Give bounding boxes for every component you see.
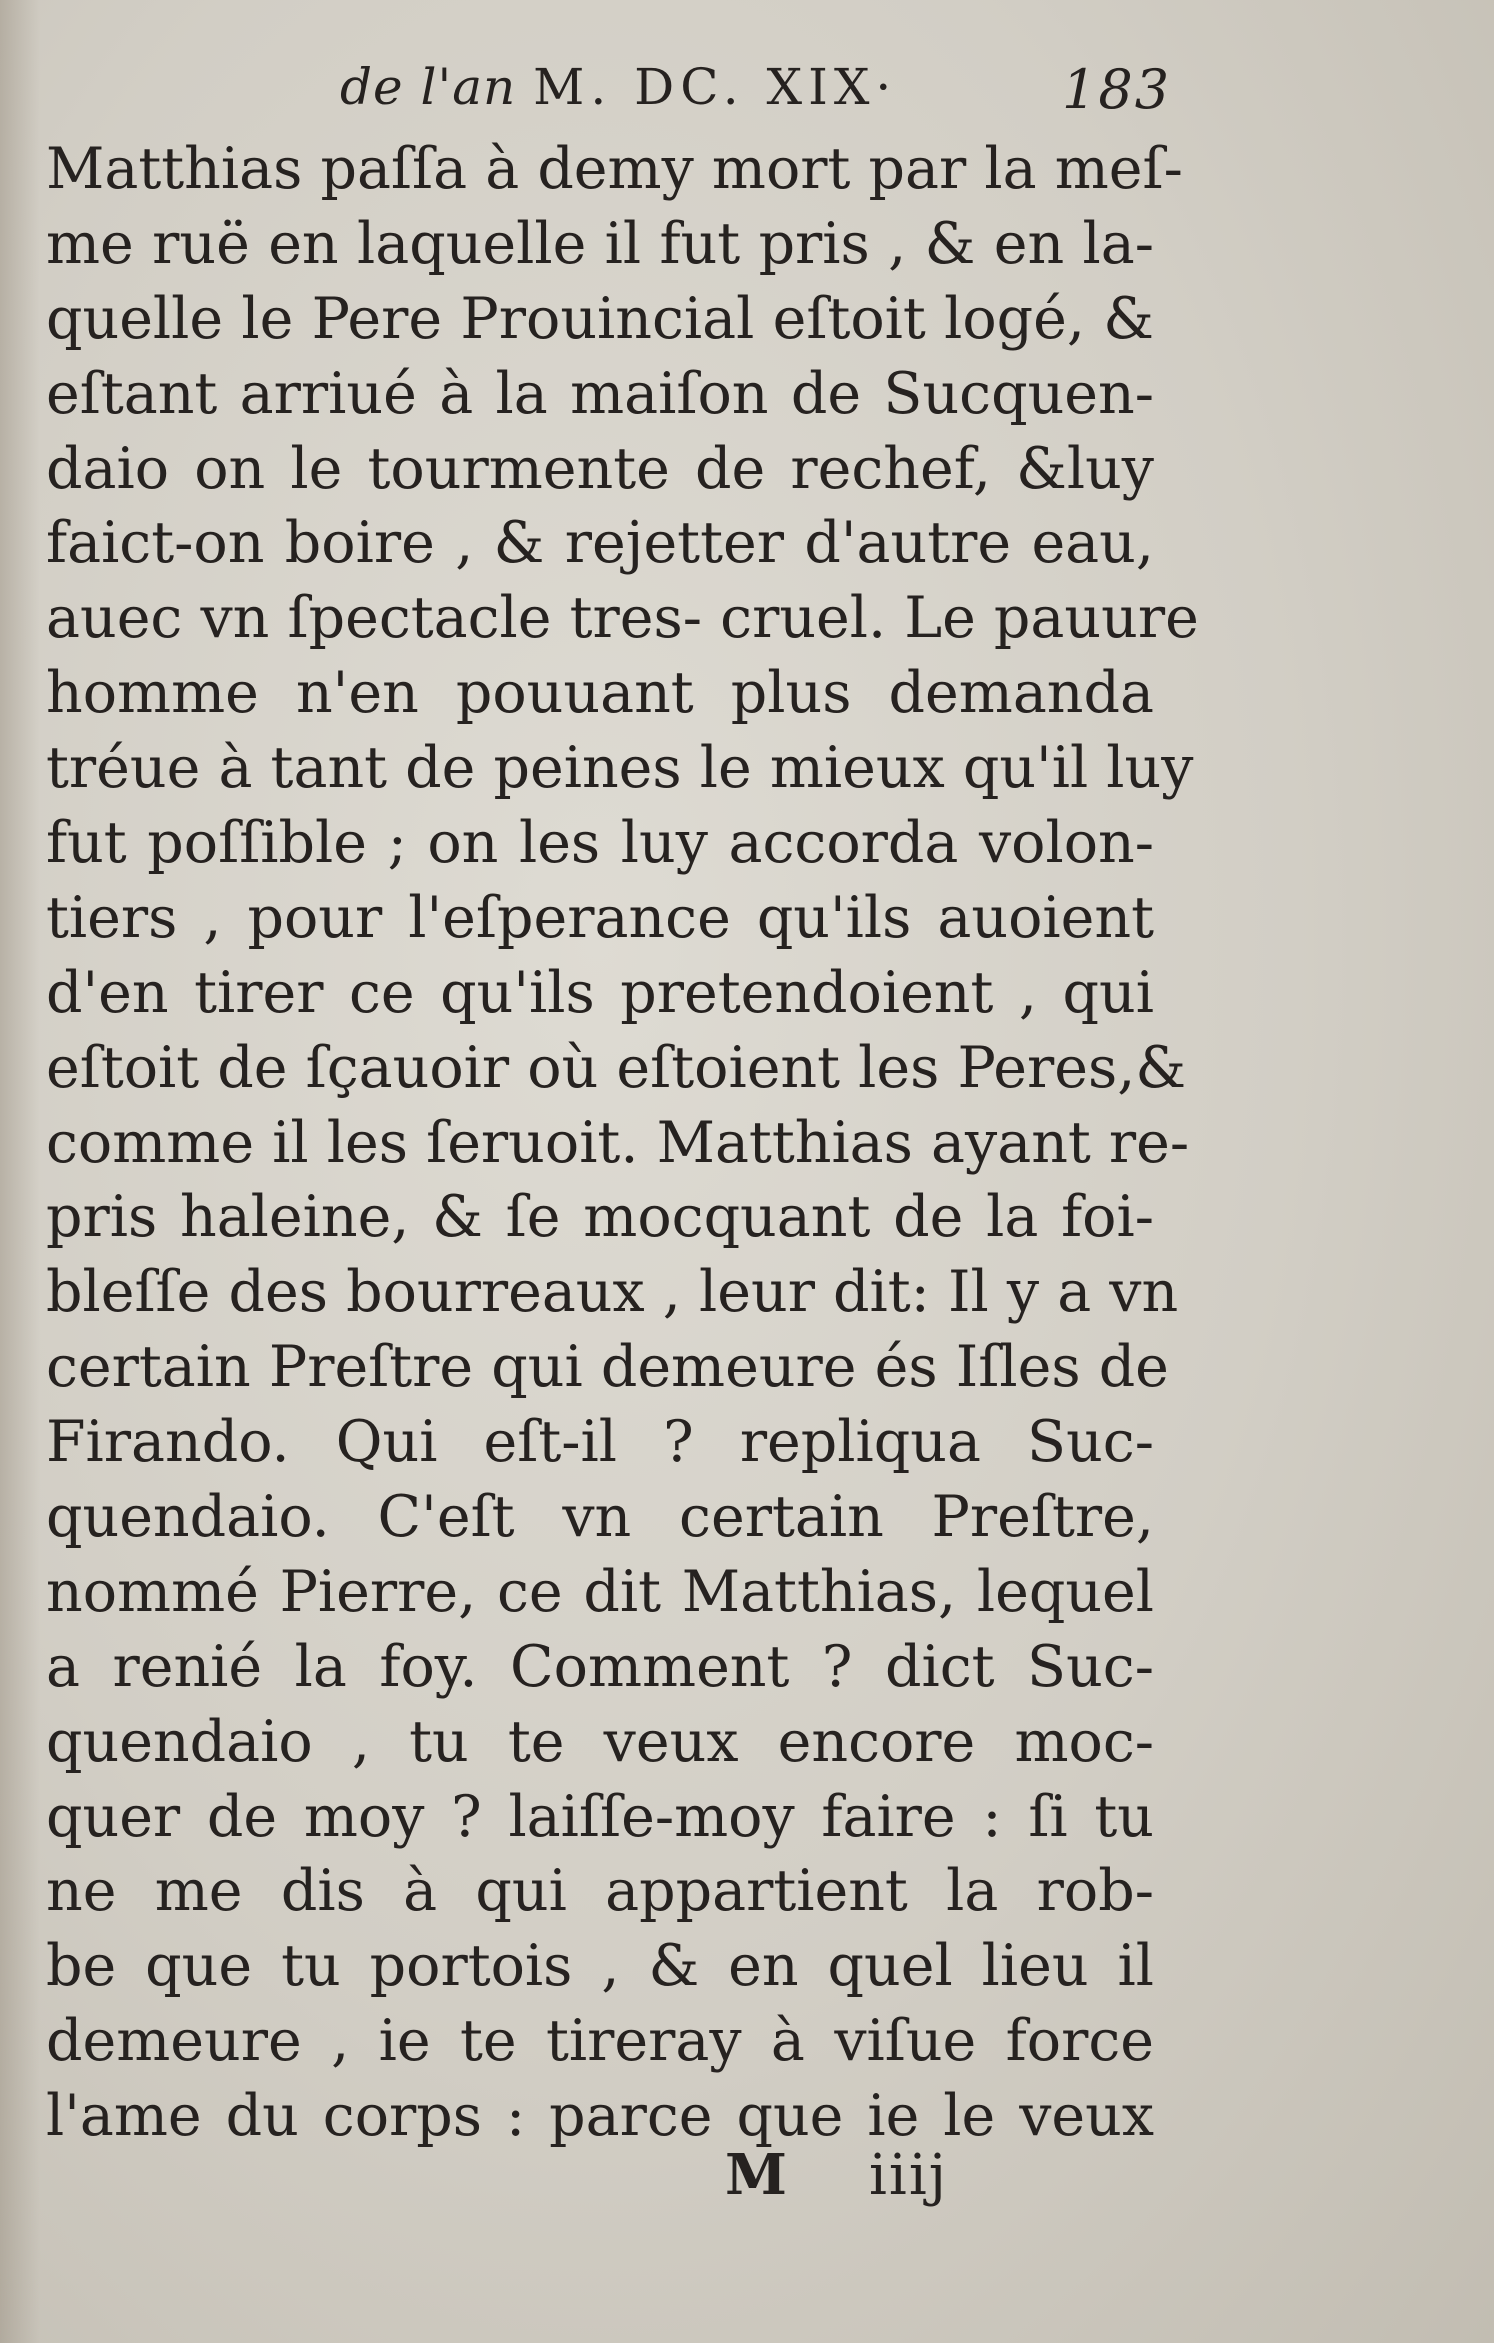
text-line: fut poſſible ; on les luy accorda volon- <box>46 810 1154 877</box>
text-line: d'en tirer ce qu'ils pretendoient , qui <box>46 959 1154 1026</box>
text-line: eſtoit de ſçauoir où eſtoient les Peres,& <box>46 1034 1187 1101</box>
text-line: quendaio , tu te veux encore moc- <box>46 1708 1154 1775</box>
body-text <box>46 132 1199 2154</box>
text-line: homme n'en pouuant plus demanda <box>46 660 1154 727</box>
text-line: certain Preſtre qui demeure és Iſles de <box>46 1334 1169 1401</box>
signature-letter: M <box>725 2142 789 2208</box>
page-number: 183 <box>1062 58 1172 121</box>
text-line: me ruë en laquelle il fut pris , & en la- <box>46 210 1154 277</box>
text-line: Firando. Qui eſt-il ? repliqua Suc- <box>46 1409 1154 1476</box>
text-line: nommé Pierre, ce dit Matthias, lequel <box>46 1558 1154 1625</box>
text-line: l'ame du corps : parce que ie le veux <box>46 2083 1154 2150</box>
text-line: Matthias paſſa à demy mort par la meſ- <box>46 136 1183 202</box>
text-line: bleſſe des bourreaux , leur dit: Il y a vn <box>46 1259 1179 1326</box>
text-line: ne me dis à qui appartient la rob- <box>46 1858 1154 1925</box>
text-line: faict-on boire , & rejetter d'autre eau, <box>46 510 1154 577</box>
page-header <box>0 58 1494 138</box>
signature-number: iiij <box>869 2143 949 2208</box>
text-line: quendaio. C'eſt vn certain Preſtre, <box>46 1484 1154 1551</box>
text-line: pris haleine, & ſe mocquant de la foi- <box>46 1184 1154 1251</box>
text-line: comme il les ſeruoit. Matthias ayant re- <box>46 1109 1190 1176</box>
running-head <box>340 58 897 116</box>
page-edge-shadow <box>0 0 40 2343</box>
text-line: a renié la foy. Comment ? dict Suc- <box>46 1633 1154 1700</box>
signature-mark <box>725 2142 948 2208</box>
text-line: quer de moy ? laiſſe-moy faire : ſi tu <box>46 1783 1154 1850</box>
text-line: auec vn ſpectacle tres- cruel. Le pauure <box>46 585 1199 652</box>
text-line: tiers , pour l'eſperance qu'ils auoient <box>46 884 1154 951</box>
text-line: daio on le tourmente de rechef, &luy <box>46 435 1154 502</box>
running-head-prefix: de l'an <box>340 58 517 116</box>
text-line: demeure , ie te tireray à viſue force <box>46 2008 1154 2075</box>
running-head-year: M. DC. XIX· <box>533 58 898 116</box>
text-line: quelle le Pere Prouincial eſtoit logé, & <box>46 285 1154 352</box>
text-line: eſtant arriué à la maiſon de Sucquen- <box>46 360 1154 427</box>
text-line: tréue à tant de peines le mieux qu'il luy <box>46 735 1194 802</box>
text-line: be que tu portois , & en quel lieu il <box>46 1933 1154 2000</box>
